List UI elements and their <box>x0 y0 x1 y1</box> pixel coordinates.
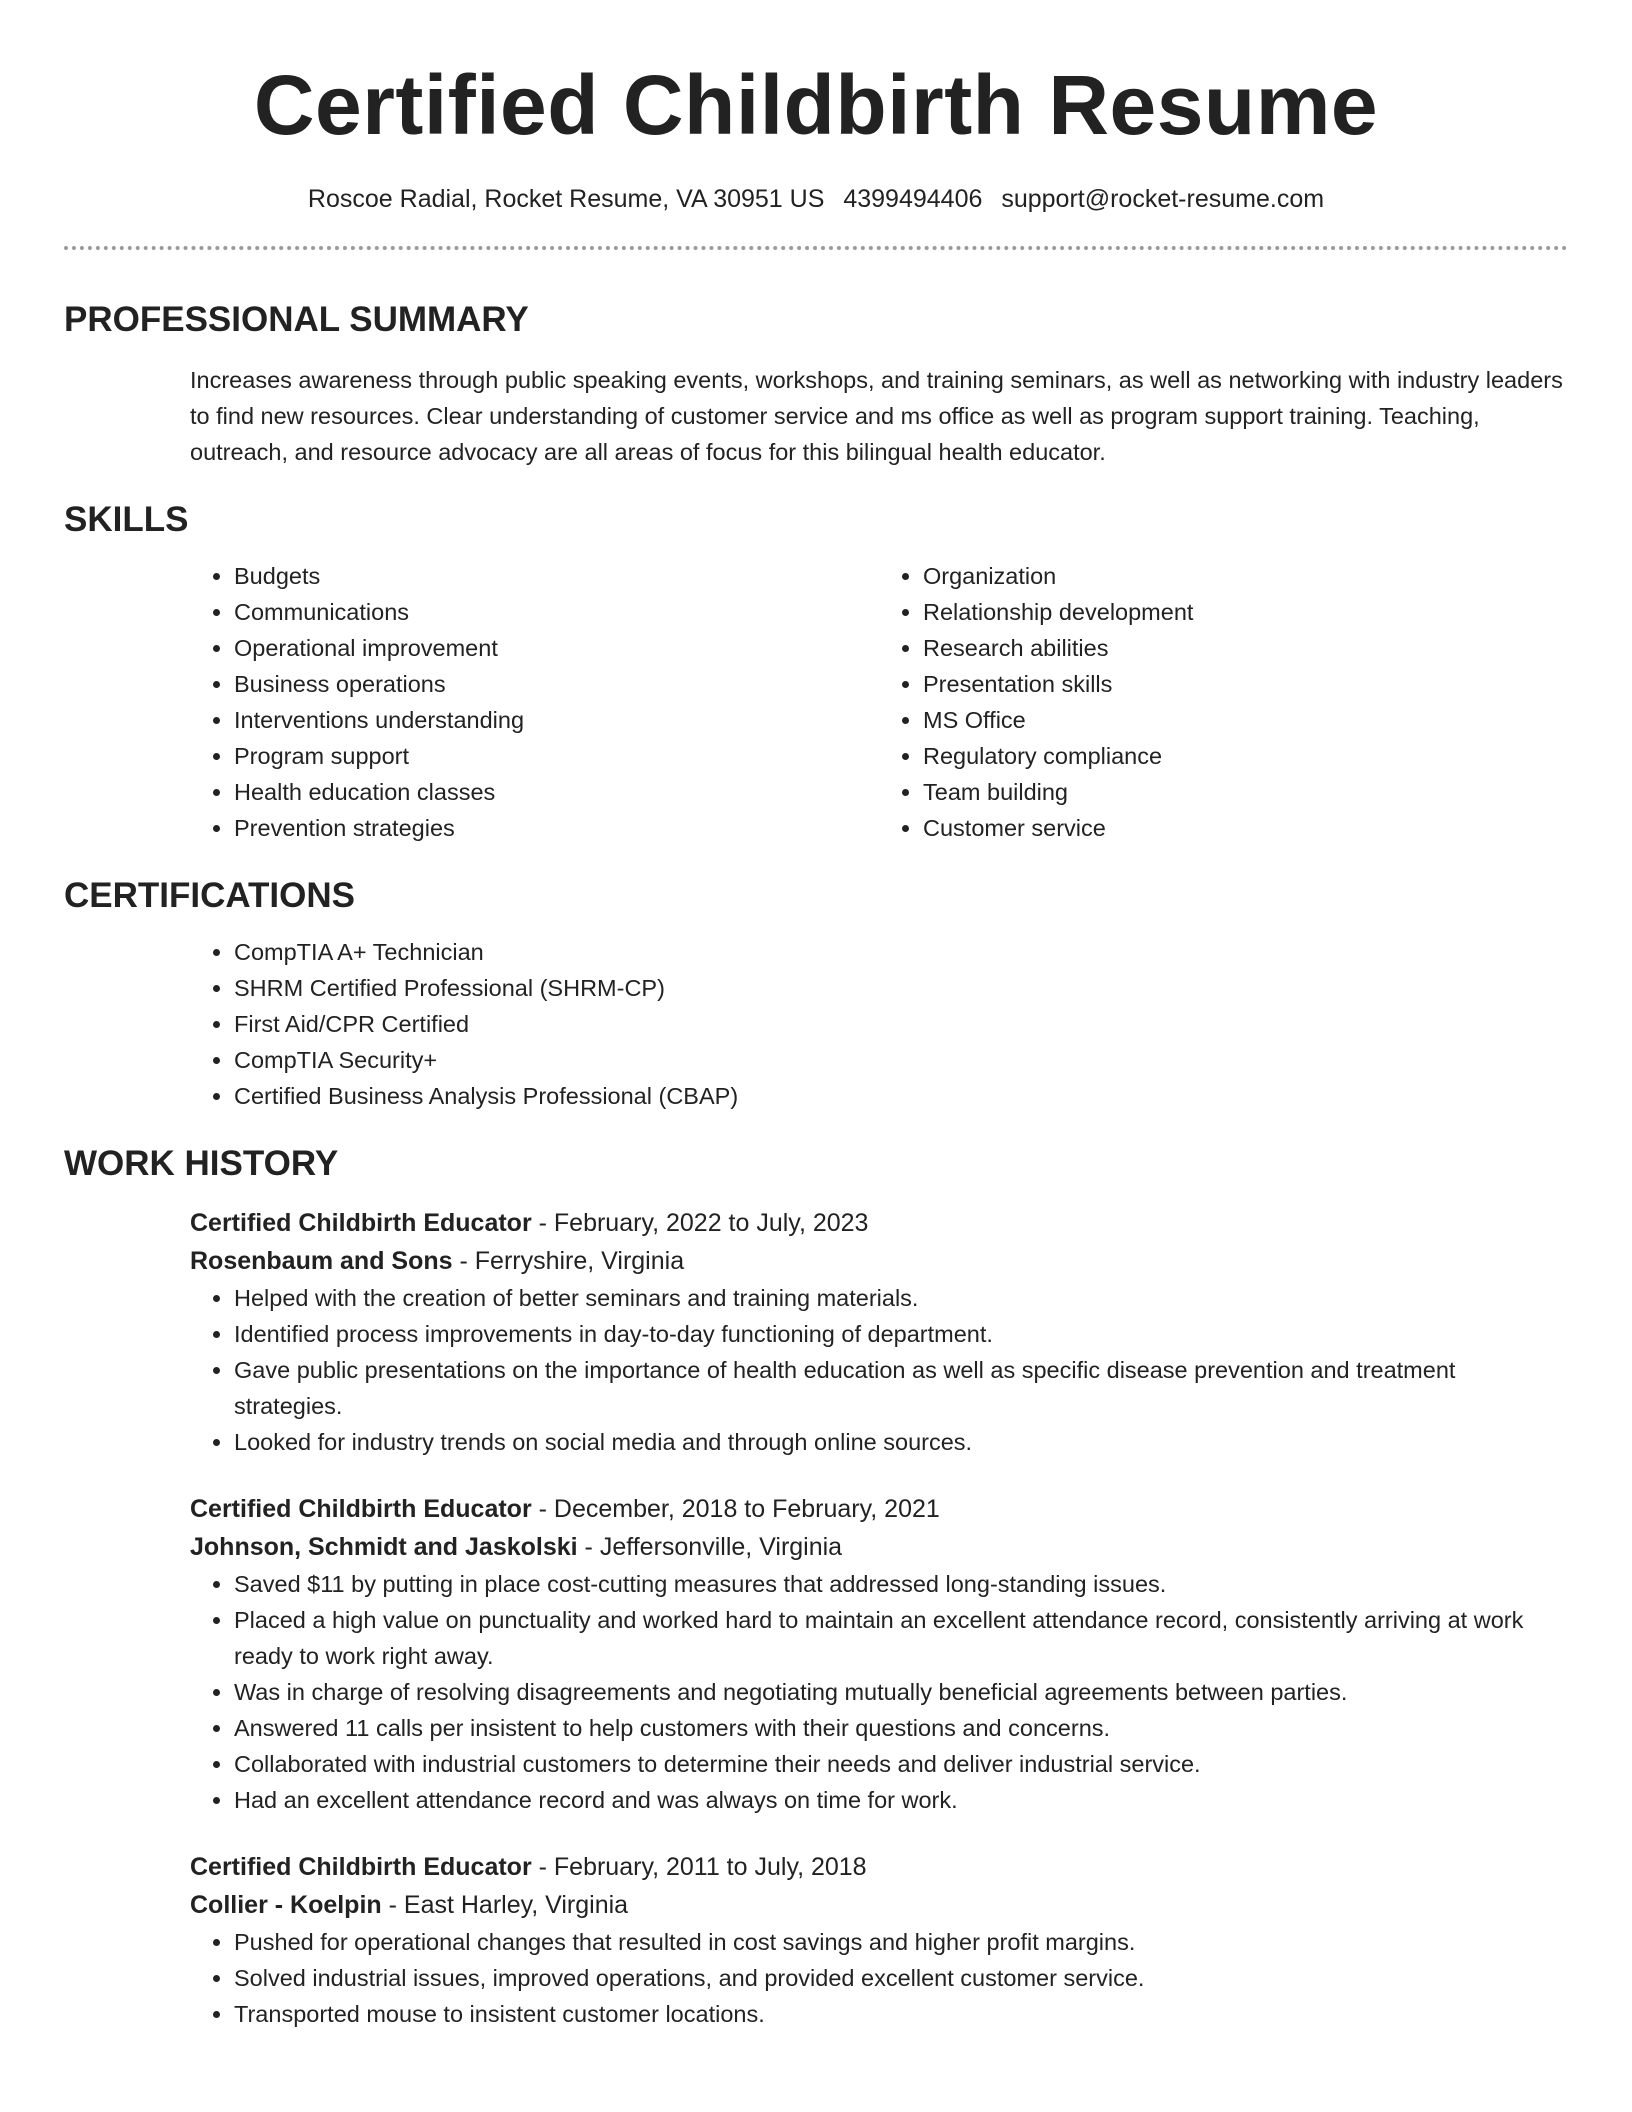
contact-phone: 4399494406 <box>843 185 983 213</box>
job-company: Rosenbaum and Sons <box>190 1247 453 1275</box>
job-duties-list <box>190 1280 1568 1460</box>
certification-item: • CompTIA A+ Technician <box>234 934 1568 970</box>
job-duty: • Placed a high value on punctuality and worked hard to maintain an excellent attendance record, consistently arriving at work ready to work right away. <box>234 1602 1568 1674</box>
job-duty: • Had an excellent attendance record and was always on time for work. <box>234 1782 1568 1818</box>
skill-item: • Interventions understanding <box>234 702 879 738</box>
skill-item: • Research abilities <box>923 630 1568 666</box>
job-duty: • Collaborated with industrial customers to determine their needs and deliver industrial service. <box>234 1746 1568 1782</box>
job-company: Johnson, Schmidt and Jaskolski <box>190 1533 578 1561</box>
job-company-line <box>190 1886 1568 1924</box>
skill-item: • Organization <box>923 558 1568 594</box>
certifications-heading: CERTIFICATIONS <box>64 876 356 915</box>
skill-item: • Relationship development <box>923 594 1568 630</box>
contact-address: Roscoe Radial, Rocket Resume, VA 30951 US <box>307 185 825 213</box>
summary-heading: PROFESSIONAL SUMMARY <box>64 300 529 339</box>
separator: - <box>381 1891 404 1919</box>
header-divider <box>64 246 1568 250</box>
skill-item: • Operational improvement <box>234 630 879 666</box>
skill-item: • Presentation skills <box>923 666 1568 702</box>
certifications-list <box>190 934 1568 1114</box>
job-location: Ferryshire, Virginia <box>474 1247 685 1275</box>
job-location: Jeffersonville, Virginia <box>599 1533 843 1561</box>
job-duties-list <box>190 1924 1568 2032</box>
certification-item: • CompTIA Security+ <box>234 1042 1568 1078</box>
work-history-heading: WORK HISTORY <box>64 1144 339 1183</box>
summary-text: Increases awareness through public speaking events, workshops, and training seminars, as well as networking with industry leaders to find new resources. Clear understanding of customer service and ms office as well as program support training. Teaching, outreach, and resource advocacy are all areas of focus for this bilingual health educator. <box>190 367 1563 465</box>
job-title: Certified Childbirth Educator <box>190 1853 532 1881</box>
job-title: Certified Childbirth Educator <box>190 1495 532 1523</box>
job-entry <box>190 1204 1568 1460</box>
certification-item: • First Aid/CPR Certified <box>234 1006 1568 1042</box>
skill-item: • Communications <box>234 594 879 630</box>
contact-line <box>64 182 1568 216</box>
separator: - <box>531 1209 554 1237</box>
skill-item: • Business operations <box>234 666 879 702</box>
job-location: East Harley, Virginia <box>403 1891 629 1919</box>
job-title: Certified Childbirth Educator <box>190 1209 532 1237</box>
job-title-line <box>190 1848 1568 1886</box>
job-company-line <box>190 1242 1568 1280</box>
contact-email: support@rocket-resume.com <box>1001 185 1325 213</box>
job-entry <box>190 1490 1568 1818</box>
job-dates: December, 2018 to February, 2021 <box>553 1495 940 1523</box>
job-dates: February, 2022 to July, 2023 <box>553 1209 869 1237</box>
skill-item: • Team building <box>923 774 1568 810</box>
skill-item: • Program support <box>234 738 879 774</box>
skill-item: • Customer service <box>923 810 1568 846</box>
skill-item: • MS Office <box>923 702 1568 738</box>
job-duties-list <box>190 1566 1568 1818</box>
job-duty: • Pushed for operational changes that resulted in cost savings and higher profit margins. <box>234 1924 1568 1960</box>
separator: - <box>577 1533 600 1561</box>
job-dates: February, 2011 to July, 2018 <box>553 1853 867 1881</box>
job-duty: • Transported mouse to insistent customer locations. <box>234 1996 1568 2032</box>
job-duty: • Looked for industry trends on social media and through online sources. <box>234 1424 1568 1460</box>
skill-item: • Health education classes <box>234 774 879 810</box>
skills-list-right <box>879 558 1568 846</box>
skill-item: • Prevention strategies <box>234 810 879 846</box>
job-duty: • Was in charge of resolving disagreements and negotiating mutually beneficial agreements between parties. <box>234 1674 1568 1710</box>
separator: - <box>531 1495 554 1523</box>
skills-list-left <box>190 558 879 846</box>
certification-item: • Certified Business Analysis Professional (CBAP) <box>234 1078 1568 1114</box>
skills-heading: SKILLS <box>64 500 189 539</box>
job-duty: • Gave public presentations on the importance of health education as well as specific disease prevention and treatment strategies. <box>234 1352 1568 1424</box>
resume-name: Certified Childbirth Resume <box>253 58 1379 152</box>
job-company-line <box>190 1528 1568 1566</box>
certification-item: • SHRM Certified Professional (SHRM-CP) <box>234 970 1568 1006</box>
job-company: Collier - Koelpin <box>190 1891 382 1919</box>
job-entry <box>190 1848 1568 2032</box>
job-duty: • Identified process improvements in day-to-day functioning of department. <box>234 1316 1568 1352</box>
separator: - <box>531 1853 554 1881</box>
job-title-line <box>190 1490 1568 1528</box>
skills-columns <box>190 558 1568 846</box>
skill-item: • Budgets <box>234 558 879 594</box>
job-title-line <box>190 1204 1568 1242</box>
job-duty: • Saved $11 by putting in place cost-cutting measures that addressed long-standing issues. <box>234 1566 1568 1602</box>
separator: - <box>452 1247 475 1275</box>
job-duty: • Solved industrial issues, improved operations, and provided excellent customer service. <box>234 1960 1568 1996</box>
job-duty: • Helped with the creation of better seminars and training materials. <box>234 1280 1568 1316</box>
skill-item: • Regulatory compliance <box>923 738 1568 774</box>
job-duty: • Answered 11 calls per insistent to help customers with their questions and concerns. <box>234 1710 1568 1746</box>
certifications-block <box>190 934 1568 1114</box>
